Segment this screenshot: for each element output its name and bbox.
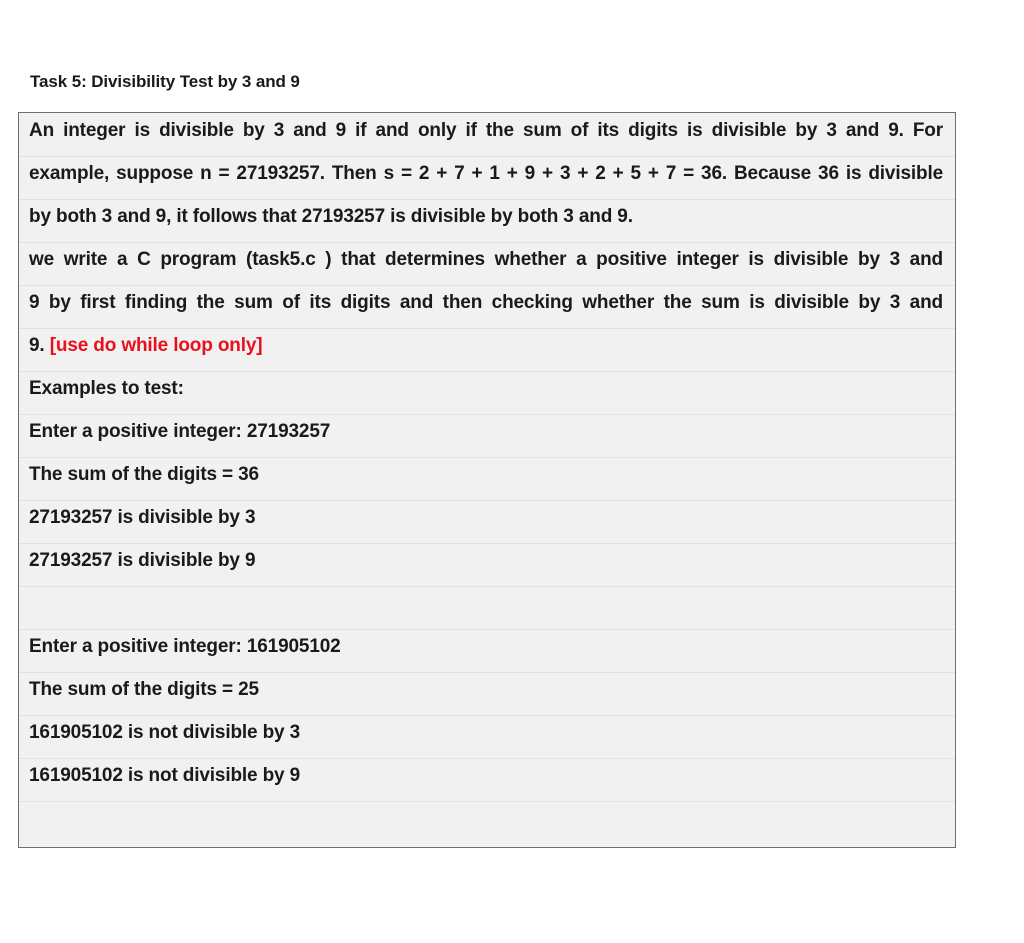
example2-div3-line: 161905102 is not divisible by 3 bbox=[29, 722, 300, 743]
example2-input-line: Enter a positive integer: 161905102 bbox=[29, 636, 341, 657]
description-line-1: An integer is divisible by 3 and 9 if and only if the sum of its digits is divisible by 3 and 9. For bbox=[29, 120, 943, 141]
row-divider bbox=[19, 586, 955, 587]
description-line-2: example, suppose n = 27193257. Then s = 2 + 7 + 1 + 9 + 3 + 2 + 5 + 7 = 36. Because 36 is divisible bbox=[29, 163, 943, 184]
example2-sum-line: The sum of the digits = 25 bbox=[29, 679, 259, 700]
description-line-6 bbox=[29, 335, 262, 357]
row-divider bbox=[19, 715, 955, 716]
example2-div9-line: 161905102 is not divisible by 9 bbox=[29, 765, 300, 786]
row-divider bbox=[19, 199, 955, 200]
row-divider bbox=[19, 629, 955, 630]
row-divider bbox=[19, 457, 955, 458]
examples-heading: Examples to test: bbox=[29, 378, 184, 399]
row-divider bbox=[19, 414, 955, 415]
row-divider bbox=[19, 328, 955, 329]
row-divider bbox=[19, 156, 955, 157]
example1-div3-line: 27193257 is divisible by 3 bbox=[29, 507, 256, 528]
example1-sum-line: The sum of the digits = 36 bbox=[29, 464, 259, 485]
row-divider bbox=[19, 371, 955, 372]
example1-div9-line: 27193257 is divisible by 9 bbox=[29, 550, 256, 571]
row-divider bbox=[19, 285, 955, 286]
example1-input-line: Enter a positive integer: 27193257 bbox=[29, 421, 331, 442]
description-line-4: we write a C program (task5.c ) that determines whether a positive integer is divisible by 3 and bbox=[29, 249, 943, 270]
row-divider bbox=[19, 500, 955, 501]
description-line-5: 9 by first finding the sum of its digits and then checking whether the sum is divisible by 3 and bbox=[29, 292, 943, 313]
row-divider bbox=[19, 242, 955, 243]
task-title: Task 5: Divisibility Test by 3 and 9 bbox=[30, 72, 300, 91]
description-line-6-prefix: 9. bbox=[29, 335, 50, 356]
loop-requirement-note: [use do while loop only] bbox=[49, 335, 263, 356]
task-description-box bbox=[18, 112, 956, 848]
row-divider bbox=[19, 801, 955, 802]
row-divider bbox=[19, 543, 955, 544]
row-divider bbox=[19, 672, 955, 673]
row-divider bbox=[19, 758, 955, 759]
description-line-3: by both 3 and 9, it follows that 27193257 is divisible by both 3 and 9. bbox=[29, 206, 633, 227]
